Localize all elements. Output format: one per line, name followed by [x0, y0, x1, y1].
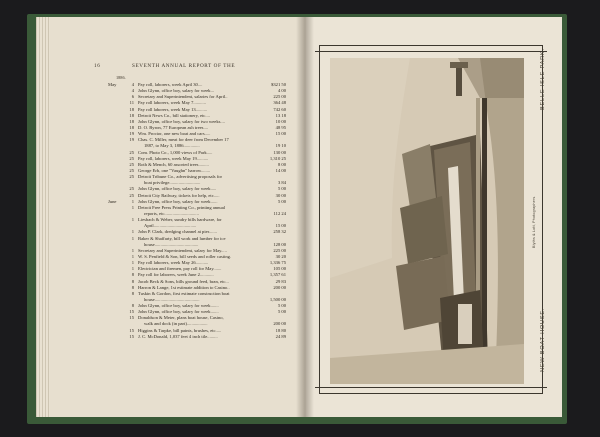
ledger-description: John Glynn, office boy, salary for week...... [138, 198, 218, 204]
ledger-amount: 1,357 61 [269, 272, 286, 278]
ledger-description: Secretary and Superintendent, salaries for April.. [138, 94, 228, 100]
ledger-amount: 30 20 [275, 253, 286, 259]
ledger-amount: 14 00 [275, 167, 286, 173]
ledger-day: 1 [131, 217, 134, 223]
ledger-description: D. O. Byron, 77 European ash trees.... [138, 124, 209, 130]
ledger-day: 8 [131, 272, 134, 278]
ledger-amount: 1,336 75 [269, 260, 286, 266]
caption-new-boat-house: NEW BOAT HOUSE. [540, 307, 546, 372]
ledger-day: 1 [131, 229, 134, 235]
ledger-day: 1 [131, 198, 134, 204]
running-title: SEVENTH ANNUAL REPORT OF THE [132, 63, 236, 69]
ledger-amount: 5 00 [277, 309, 286, 315]
ledger-amount: 5 00 [277, 186, 286, 192]
photographer-credit: Blyths & Lott, Photographers. [532, 195, 536, 248]
ledger-description: house...................................... [144, 241, 199, 247]
ledger-day: 25 [129, 174, 134, 180]
ledger-amount: 364 48 [273, 100, 286, 106]
ledger-amount: 13 18 [275, 112, 286, 118]
ledger-day: 8 [131, 303, 134, 309]
frame-line-top [319, 45, 543, 46]
ledger-amount: 200 00 [273, 321, 286, 327]
ledger-day: 1 [131, 235, 134, 241]
ledger-description: Detroit Free Press Printing Co., printing annual [138, 204, 226, 210]
ledger-amount: 3 84 [277, 180, 286, 186]
ledger-day: 15 [129, 309, 134, 315]
ledger-day: 25 [129, 167, 134, 173]
ledger-month: May [108, 82, 117, 87]
ledger-amount: 8 00 [277, 161, 286, 167]
ledger-description: Pay roll, laborers, week April 30.... [138, 82, 203, 87]
ledger-day: 15 [129, 327, 134, 333]
caption-belle-isle-park: BELLE ISLE PARK. [540, 48, 546, 110]
ledger-description: Electrician and firemen, pay roll for May....... [138, 266, 222, 272]
ledger-day: 15 [129, 333, 134, 339]
ledger-year: 1886. [116, 75, 126, 80]
ledger-amount: $321 50 [271, 82, 286, 87]
ledger-amount: 30 00 [275, 192, 286, 198]
boat-house-photograph [330, 58, 524, 384]
ledger-description: Roth & Mench, 60 assorted trees......... [138, 161, 209, 167]
ledger-description: Baker & Shaffarty, bill work and lumber for ice [138, 235, 226, 241]
book-gutter [296, 17, 314, 417]
ledger-day: 19 [129, 131, 134, 137]
ledger-day: 4 [131, 88, 134, 94]
ledger-day: 18 [129, 112, 134, 118]
ledger-description: reports, etc.............................. [144, 210, 199, 216]
ledger-month: June [108, 198, 117, 204]
ledger-amount: 200 00 [273, 284, 286, 290]
ledger-day: 8 [131, 278, 134, 284]
frame-inner-top [315, 51, 547, 52]
ledger-day: 25 [129, 161, 134, 167]
ledger-description: Com. Photo Co., 1,000 views of Park..... [138, 149, 213, 155]
ledger-day: 6 [131, 94, 134, 100]
ledger-amount: 4 00 [277, 88, 286, 94]
ledger-amount: 258 32 [273, 229, 286, 235]
ledger-description: walk and dock (in part).................. [144, 321, 208, 327]
frame-line-bottom [319, 393, 543, 394]
frame-inner-bottom [315, 387, 547, 388]
ledger-amount: 742 60 [273, 106, 286, 112]
ledger-amount: 10 00 [275, 118, 286, 124]
ledger-amount: 15 00 [275, 131, 286, 137]
page-edges [36, 17, 50, 417]
ledger-day: 1 [131, 204, 134, 210]
ledger-day: 18 [129, 106, 134, 112]
ledger-description: April..................................... [144, 223, 197, 229]
ledger-description: Higgins & Tarpke, bill paints, brushes, etc..... [138, 327, 222, 333]
ledger-description: Detroit Tribune Co., advertising proposals for [138, 174, 223, 180]
ledger-description: 1887, to May 3, 1886.............. [144, 143, 200, 149]
ledger-amount: 19 10 [275, 143, 286, 149]
page-number: 16 [94, 63, 101, 69]
ledger-description: house....................................... [144, 296, 200, 302]
ledger-amount: 15 00 [275, 223, 286, 229]
ledger-amount: 225 00 [273, 94, 286, 100]
ledger-amount: 225 00 [273, 247, 286, 253]
ledger-day: 15 [129, 315, 134, 321]
ledger-description: Pay roll, laborers, week May 19.......... [138, 155, 209, 161]
ledger-description: Secretary and Superintendent, salary for May..... [138, 247, 227, 253]
ledger-day: 1 [131, 247, 134, 253]
ledger-description: Pay roll for laborers, week June 2............ [138, 272, 214, 278]
expense-ledger [108, 82, 286, 340]
ledger-description: Harron & Lange, 1st estimate addition to Casino.. [138, 284, 230, 290]
ledger-day: 4 [131, 82, 134, 87]
ledger-day: 8 [131, 284, 134, 290]
ledger-day: 25 [129, 186, 134, 192]
ledger-description: Chas. C. Miller, meat for deer from December 17 [138, 137, 229, 143]
ledger-description: Pay roll laborers, week May 7........... [138, 100, 206, 106]
ledger-description: Jacob Beck & Sons, bills ground feed, bran, etc... [138, 278, 229, 284]
ledger-description: John Glynn, office boy, salary for week....... [138, 309, 219, 315]
ledger-amount: 24 89 [275, 333, 286, 339]
frame-line-left [319, 45, 320, 394]
ledger-amount: 1,310 25 [269, 155, 286, 161]
ledger-amount: 1,500 00 [269, 296, 286, 302]
ledger-row [108, 334, 286, 340]
ledger-amount: 5 00 [277, 198, 286, 204]
ledger-description: boat privilege........................... [144, 180, 201, 186]
ledger-day: 25 [129, 155, 134, 161]
ledger-description: Wm. Proctor, one new boat and cars..... [138, 131, 211, 137]
ledger-amount: 29 83 [275, 278, 286, 284]
ledger-description: Tuskin & Gordon, first estimate construction boat [138, 290, 230, 296]
photo-illustration [330, 58, 524, 384]
ledger-description: John Glynn, office boy, salary for two weeks.... [138, 118, 226, 124]
ledger-day: 1 [131, 260, 134, 266]
ledger-day: 25 [129, 149, 134, 155]
ledger-day: 8 [131, 290, 134, 296]
ledger-day: 25 [129, 192, 134, 198]
ledger-amount: 112 24 [273, 210, 286, 216]
ledger-amount: 128 00 [273, 241, 286, 247]
ledger-description: John Glynn, office boy, salary for week... [138, 88, 215, 94]
ledger-description: Pay roll laborers, week May 26........... [138, 260, 209, 266]
ledger-description: Detroit News Co., bill stationery, etc.... [138, 112, 210, 118]
ledger-description: Detroit City Railway, tickets for help, etc..... [138, 192, 220, 198]
ledger-day: 1 [131, 266, 134, 272]
ledger-description: Liesbach & Weber, sundry bills hardware, for [138, 217, 222, 223]
ledger-description: W. S. Penfield & Son, bill seeds and roller casting. [138, 253, 232, 259]
ledger-description: John Glynn, office boy, salary for week....... [138, 303, 219, 309]
ledger-description: Donaldson & Meier, plans boat house, Casino, [138, 315, 224, 321]
ledger-amount: 5 00 [277, 303, 286, 309]
ledger-day: 19 [129, 137, 134, 143]
ledger-day: 11 [129, 100, 134, 106]
ledger-amount: 105 00 [273, 266, 286, 272]
ledger-description: Pay roll laborers, week May 13.......... [138, 106, 208, 112]
ledger-day: 18 [129, 118, 134, 124]
ledger-amount: 48 95 [275, 124, 286, 130]
ledger-description: John Glynn, office boy, salary for week..... [138, 186, 217, 192]
ledger-description: John P. Clark, dredging channel at pier....... [138, 229, 217, 235]
ledger-amount: 130 00 [273, 149, 286, 155]
ledger-day: 18 [129, 124, 134, 130]
ledger-description: J. C. McDonald, 1,037 feet 4 inch tile......... [138, 333, 218, 339]
ledger-amount: 18 80 [275, 327, 286, 333]
ledger-day: 1 [131, 253, 134, 259]
ledger-description: George Erb, one "Vaughn" harrow........ [138, 167, 211, 173]
